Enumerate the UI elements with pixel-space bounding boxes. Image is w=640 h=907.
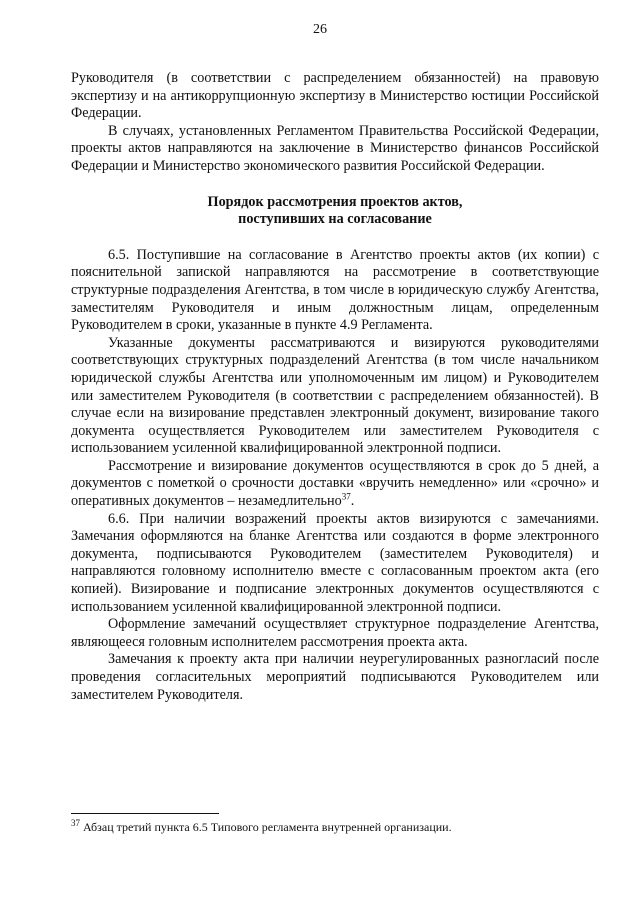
- footnote-divider: [71, 813, 219, 814]
- paragraph: Руководителя (в соответствии с распределением обязанностей) на правовую экспертизу и на антикоррупционную экспертизу в Министерство юстиции Российской Федерации.: [71, 70, 599, 122]
- paragraph-text: Рассмотрение и визирование документов осуществляются в срок до 5 дней, а документов с пометкой о срочности доставки «вручить немедленно» или «срочно» и оперативных документов – незамедлительно: [71, 457, 599, 510]
- paragraph: 6.6. При наличии возражений проекты актов визируются с замечаниями. Замечания оформляются на бланке Агентства или создаются в форме электронного документа, подписываются Руководителем (заместителем Руководителя) и направляются головному исполнителю вместе с согласованным проектом акта (его копией). Визирование и подписание электронных документов осуществляются с использованием усиленной квалифицированной электронной подписи.: [71, 510, 599, 615]
- footnote-number: 37: [71, 818, 80, 828]
- page-number: 26: [313, 22, 327, 37]
- document-body: [71, 70, 599, 704]
- paragraph: Оформление замечаний осуществляет структурное подразделение Агентства, являющееся головным исполнителем рассмотрения проекта акта.: [71, 616, 599, 650]
- paragraph: Замечания к проекту акта при наличии неурегулированных разногласий после проведения согласительных мероприятий подписываются Руководителем или заместителем Руководителя.: [71, 651, 599, 703]
- paragraph-with-footnote: Рассмотрение и визирование документов осуществляются в срок до 5 дней, а документов с пометкой о срочности доставки «вручить немедленно» или «срочно» и оперативных документов – незамедлительно$^{37}$.: [71, 457, 599, 510]
- paragraph: В случаях, установленных Регламентом Правительства Российской Федерации, проекты актов направляются на заключение в Министерство финансов Российской Федерации и Министерство экономического развития Российской Федерации.: [71, 122, 599, 174]
- paragraph: Указанные документы рассматриваются и визируются руководителями соответствующих структурных подразделений Агентства (в том числе начальником юридической службы Агентства или уполномоченным им лицом) и Руководителем или заместителем Руководителя (в соответствии с распределением обязанностей). В случае если на визирование представлен электронный документ, визирование такого документа осуществляется Руководителем или заместителем Руководителя с использованием усиленной квалифицированной электронной подписи.: [71, 334, 599, 457]
- footnote-reference[interactable]: 37: [341, 491, 351, 502]
- section-heading: [71, 194, 599, 229]
- section-heading-line: поступивших на согласование: [238, 211, 432, 228]
- section-heading-line: Порядок рассмотрения проектов актов,: [207, 193, 463, 210]
- paragraph: 6.5. Поступившие на согласование в Агентство проекты актов (их копии) с пояснительной запиской направляются на рассмотрение в соответствующие структурные подразделения Агентства, в том числе в юридическую службу Агентства, заместителям Руководителя и иным должностным лицам, определенным Руководителем в сроки, указанные в пункте 4.9 Регламента.: [71, 246, 599, 334]
- footnote-text: Абзац третий пункта 6.5 Типового регламента внутренней организации.: [80, 820, 452, 834]
- footnote: [71, 820, 599, 835]
